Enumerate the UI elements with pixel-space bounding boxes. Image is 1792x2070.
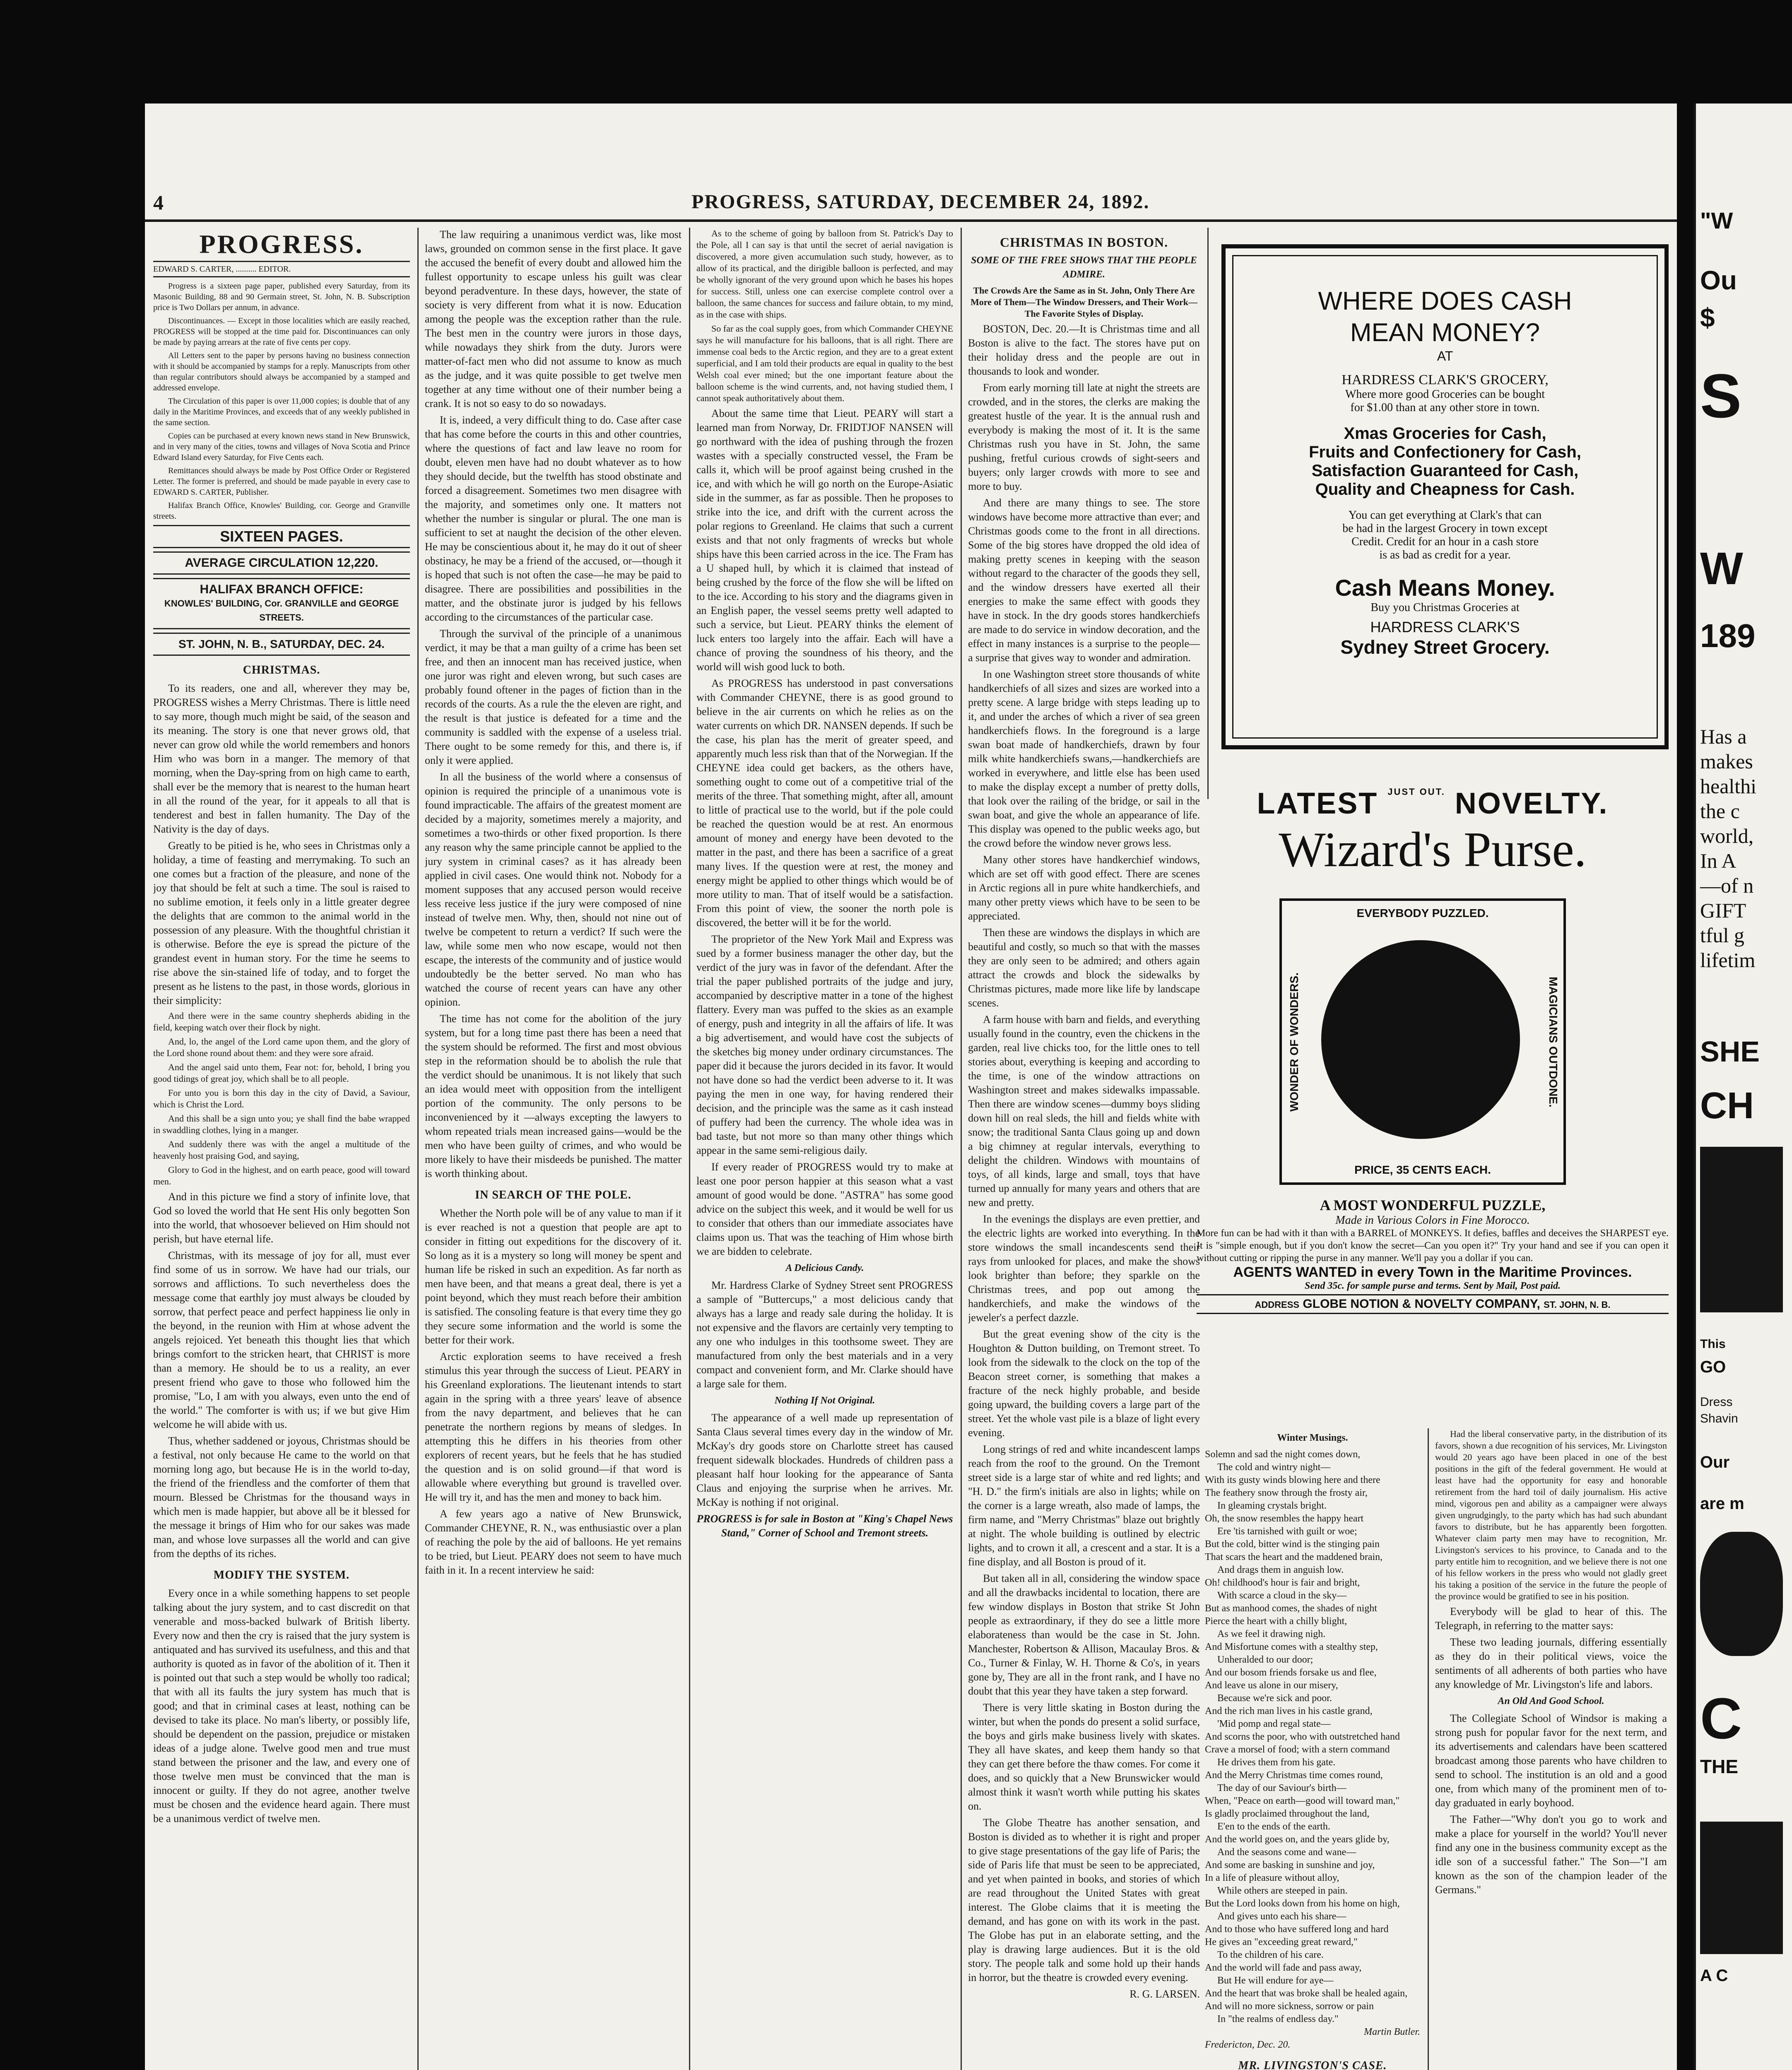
original-title: Nothing If Not Original. xyxy=(774,1395,875,1406)
facing-page-fragment xyxy=(1693,104,1792,2070)
boston-paragraph: In one Washington street store thousands of white handkerchiefs of all sizes and sizes are worked into a pretty scene. A large bridge with steps leading up to it, and under the arches of which a river of sea green handkerchiefs flows. In the foreground is a large swan boat made of handkerchiefs, drawn by four milk white handkerchiefs swans,—handkerchiefs are worked in everywhere, and little else has been used to make the display except a number of pretty dolls, that look over the railing of the bridge, or sail in the swan boat, and give the whole an appearance of life. This display was opened to the public weeks ago, but the crowd before the window never grows less. xyxy=(968,668,1200,849)
ad-heading: WHERE DOES CASH xyxy=(1318,287,1572,315)
poem-line: With its gusty winds blowing here and there xyxy=(1205,1475,1380,1485)
christmas-paragraph: Thus, whether saddened or joyous, Christmas should be a festival, not only because He came to the world on that morning long ago, but because He is in the world to-day, the friend of the friendless and the comforter of them that mourn. Blessed be Christmas for the thousand ways in which men is made happier, but above all be it blessed for the message it brings of Him who for our sakes was made man, and whose love surpasses all the world and can give from the depths of its riches. xyxy=(153,1435,410,1560)
notice: Copies can be purchased at every known news stand in New Brunswick, and in very many of the cities, towns and villages of Nova Scotia and Prince Edward Island every Saturday, for Five Cents each. xyxy=(153,431,410,462)
livingston-paragraph: Everybody will be glad to hear of this. The Telegraph, in referring to the matter says: xyxy=(1435,1605,1667,1632)
ad-slogan: Sydney Street Grocery. xyxy=(1340,636,1550,658)
poem-line: And the Merry Christmas time comes round, xyxy=(1205,1770,1383,1781)
fragment-text: 189 xyxy=(1700,617,1756,654)
modify-paragraph: The law requiring a unanimous verdict was, like most laws, grounded on common sense in the first place. It gave the accused the benefit of every doubt and allowed him the fullest opportunity to escape unless his guilt was clear beyond peradventure. In these days, however, the state of society is very different from what it is now. Education among the people was the exception rather than the rule. The best men in the country were jurors in those days, while nowadays they shirk from the duty. Jurors were matter-of-fact men who did not assume to know as much as the judge, and it was quite possible to get twelve men together at any time without one of their number being a crank. It is not so easy to do so nowadays. xyxy=(425,229,682,409)
candy-title: A Delicious Candy. xyxy=(785,1263,864,1273)
poem-line: And Misfortune comes with a stealthy step, xyxy=(1205,1642,1378,1652)
poem-line: With scarce a cloud in the sky— xyxy=(1217,1590,1347,1601)
poem-line: 'Mid pomp and regal state— xyxy=(1217,1719,1331,1729)
pole-quote: As to the scheme of going by balloon from St. Patrick's Day to the Pole, all I can say is that until the secret of aerial navigation is discovered, a more given accumulation such study, however, as to allow of its practical, and the dirigible balloon is perfected, and may be wholly ignorant of the very ground upon which he bases his hopes for success. Still, unless one can exercise complete control over a balloon, the same chances for success and failure obtain, to my mind, as in the case with ships. xyxy=(696,228,953,320)
ad-sub1: A MOST WONDERFUL PUZZLE, xyxy=(1320,1197,1546,1213)
poem-line: But the Lord looks down from his home on high, xyxy=(1205,1898,1400,1909)
ad-text: is as bad as credit for a year. xyxy=(1379,549,1511,561)
christmas-paragraph: To its readers, one and all, wherever they may be, PROGRESS wishes a Merry Christmas. There is little need to say more, though much might be said, of the season and its meaning. The story is one that never grows old, that never can grow old while the world remembers and honors Him who was born in a manger. The memory of that morning, when the Day-spring from on high came to earth, shall ever be the memory that is nearest to the human heart in all the round of the year, for it appeals to all that is tenderest and best in fallen humanity. The Day of the Nativity is the day of days. xyxy=(153,682,410,835)
boston-paragraph: The Globe Theatre has another sensation, and Boston is divided as to whether it is right and proper to give stage presentations of the gay life of Paris; the side of Paris life that must be seen to be appreciated, and yet when painted in books, and stories of which are read throughout the United States with great interest. The Globe claims that it is meeting the demand, and has gone on with its work in the past. The Globe has put in an elaborate setting, and the play is drawing large audiences. But it is the old story. The people talk and some hold up their hands in horror, but the theatre is crowded every evening. xyxy=(968,1817,1200,1983)
poem-line: In "the realms of endless day." xyxy=(1217,2014,1339,2024)
bottom-edge-label: PRICE, 35 CENTS EACH. xyxy=(1354,1163,1491,1176)
scripture-verse: And there were in the same country shepherds abiding in the field, keeping watch over their flock by night. xyxy=(153,1011,410,1033)
ad-bold-line: Satisfaction Guaranteed for Cash, xyxy=(1311,462,1579,480)
column-1 xyxy=(153,228,410,2070)
ad-text: Credit. Credit for an hour in a cash store xyxy=(1351,535,1539,548)
ad-text: You can get everything at Clark's that can xyxy=(1348,509,1542,522)
boston-paragraph: But taken all in all, considering the window space and all the drawbacks incidental to location, there are few window displays in Boston that strike St John people as extraordinary, if they do see a little more elaborateness than would be the case in St. John. Manchester, Robertson & Allison, Macaulay Bros. & Co., Turner & Finlay, W. H. Thorne & Co's, in years gone by, They are all in the front rank, and I have no doubt that this year they have taken a step forward. xyxy=(968,1572,1200,1697)
ad-address-label: ADDRESS xyxy=(1255,1300,1300,1310)
fragment-text: THE xyxy=(1700,1756,1738,1777)
poem-line: And some are basking in sunshine and joy, xyxy=(1205,1860,1375,1870)
christmas-paragraph: Christmas, with its message of joy for all, must ever find some of us in sorrow. We have had our trials, our sorrows and afflictions. To such nevertheless does the message come that earthly joy must always be clouded by sorrow, that perfect peace and perfect happiness lie only in the beyond, in the reunion with Him at whose advent the angels rejoiced. Yet beneath this thought lies that which brings comfort to the stricken heart, that CHRIST is more than a memory. He should be to us a reality, an ever present friend who gave to those who followed him the promise, "Lo, I am with you always, even unto the end of the world." The comforter is with us; if we but give Him welcome he will abide with us. xyxy=(153,1249,410,1430)
poem-line: And drags them in anguish low. xyxy=(1217,1565,1344,1575)
school-paragraph: The Collegiate School of Windsor is making a strong push for popular favor for the next term, and its advertisements and calendars have been scattered broadcast among those parents who have children to send to school. The institution is an old and a good one, from which many of the prominent men of to-day graduated in early boyhood. xyxy=(1435,1712,1667,1809)
ad-details xyxy=(1197,1196,1669,1314)
boston-paragraph: Many other stores have handkerchief windows, which are set off with good effect. There are scenes in Arctic regions all in pure white handkerchiefs, and many other pretty views which have to be seen to be appreciated. xyxy=(968,854,1200,922)
boston-paragraph: And there are many things to see. The store windows have become more attractive than ever; and Christmas goods come to the front in all directions. Some of the big stores have dropped the old idea of making pretty scenes in keeping with the season without regard to the character of the goods they sell, and the window dressers have exerted all their energies to make the same effect with goods they have in stock. In the dry goods stores handkerchiefs are made to do service in window decoration, and the effect in many instances is a surprise to the people—a surprise that gives way to wonder and admiration. xyxy=(968,497,1200,664)
fragment-text: W xyxy=(1700,543,1743,594)
poem-line: The cold and wintry night— xyxy=(1217,1462,1331,1473)
right-edge-label: MAGICIANS OUTDONE. xyxy=(1547,977,1560,1107)
fragment-block xyxy=(1700,1147,1783,1312)
purse-illustration xyxy=(1279,898,1566,1185)
poem-line: Is gladly proclaimed throughout the land, xyxy=(1205,1808,1370,1819)
ad-send: Send 35c. for sample purse and terms. Sent by Mail, Post paid. xyxy=(1304,1281,1561,1291)
boston-paragraph: A farm house with barn and fields, and everything usually found in the country, even the chickens in the garden, real live chicks too, for the little ones to tell stories about, everything is keeping and according to the time, is one of the window attractions on Washington street and makes sidewalks impassable. Then there are window scenes—dummy boys sliding down hill on real sleds, the hill and fields white with snow; the traditional Santa Claus going up and down a big chimney at regular intervals, everything to delight the children. Windows with mountains of toys, of all kinds, large and small, toys that have turned up annually for many years and others that are new and pretty. xyxy=(968,1013,1200,1208)
fragment-text: Dress xyxy=(1700,1395,1733,1409)
poem-line: In a life of pleasure without alloy, xyxy=(1205,1873,1339,1883)
column-rule xyxy=(689,228,690,2070)
fragment-block xyxy=(1700,1822,1783,1954)
poem-line: Oh, the snow resembles the happy heart xyxy=(1205,1513,1364,1524)
fragment-text: Our xyxy=(1700,1453,1730,1471)
column-rule xyxy=(417,228,419,2070)
fragment-text: This xyxy=(1700,1337,1726,1351)
fragment-text: CH xyxy=(1700,1085,1754,1126)
ad-text: be had in the largest Grocery in town except xyxy=(1342,522,1548,535)
fragment-text: In A xyxy=(1700,849,1737,872)
boston-title: CHRISTMAS IN BOSTON. xyxy=(1000,235,1168,250)
branch-office-address: KNOWLES' BUILDING, Cor. GRANVILLE and GEORGE STREETS. xyxy=(164,598,399,623)
ad-headline xyxy=(1197,787,1669,821)
pole-paragraph: A few years ago a native of New Brunswick, Commander CHEYNE, R. N., was enthusiastic over a plan of reaching the pole by the aid of balloons. He yet remains to be tried, but Lieut. PEARY does not seem to have much faith in it. In a recent interview he said: xyxy=(425,1508,682,1576)
poem-line: And the heart that was broke shall be healed again, xyxy=(1205,1988,1408,1999)
pole-paragraph: As PROGRESS has understood in past conversations with Commander CHEYNE, there is as good ground to believe in the air currents on which he relies as on the water currents on which DR. NANSEN depends. If such be the case, his plan has the merit of greater speed, and apparently much less risk than that of the Norwegian. If the CHEYNE idea could get backers, as the others have, something ought to come out of a competitive trial of the merits of the three. That something might, after all, amount to little of practical use to the world, but if the pole could be reached the question would be at rest. An enormous amount of money and energy have been devoted to the matter in the past, and there has been a sacrifice of a great many lives. If the question were at rest, the money and energy might be applied to other things which would be of more utility to man. That of itself would be a satisfaction. From this point of view, the sooner the north pole is discovered, the better will it be for the world. xyxy=(696,677,953,929)
fragment-text: are m xyxy=(1700,1495,1744,1513)
poem-line: When, "Peace on earth—good will toward man," xyxy=(1205,1796,1400,1806)
ad-company: GLOBE NOTION & NOVELTY COMPANY, xyxy=(1303,1297,1540,1311)
left-edge-label: WONDER OF WONDERS. xyxy=(1288,972,1301,1112)
livingston-paragraph: These two leading journals, differing essentially as they do in their political views, voice the sentiments of all adherents of both parties who have any knowledge of Mr. Livingston's life and labors. xyxy=(1435,1636,1667,1690)
circulation-box: AVERAGE CIRCULATION 12,220. xyxy=(153,551,410,575)
boston-paragraph: Long strings of red and white incandescent lamps reach from the roof to the ground. On the Tremont street side is a large star of white and red lights; and "H. D." the firm's initials are also in lights; while on the corner is a large wreath, also made of lamps, the firm name, and "Merry Christmas" blaze out brightly at night. The whole building is outlined by electric lights, and to crown it all, a crescent and a star. It is a fine display, and all Boston is proud of it. xyxy=(968,1443,1200,1568)
poem-place: Fredericton, Dec. 20. xyxy=(1205,2039,1291,2050)
poem-line: Crave a morsel of food; with a stern command xyxy=(1205,1744,1390,1755)
pole-paragraph: Arctic exploration seems to have received a fresh stimulus this year through the success of Lieut. PEARY in his Greenland explorations. The lieutenant intends to start again in the spring with a three years' leave of absence from the navy department, and believes that he can penetrate the northern regions by means of sledges. In attempting this he differs in his theories from other explorers of recent years, but he feels that he has studied the question and is on solid ground—if that word is allowable where everything but ground is travelled over. He will try it, and has the men and money to back him. xyxy=(425,1350,682,1503)
modify-paragraph: In all the business of the world where a consensus of opinion is required the principle of a unanimous vote is found impracticable. The affairs of the greatest moment are decided by a majority, sometimes merely a majority, and sometimes a two-thirds or other fixed proportion. Is there any reason why the same principle cannot be applied to the jury system in criminal cases? as it has already been applied in civil cases. One would think not. Nobody for a moment supposes that any accused person would receive less receive less justice if the jury were composed of nine instead of twelve men. Why, then, should not nine out of twelve be competent to return a verdict? If such were the law, while some men who now escape, would not then escape, the interests of the community and of justice would undoubtedly be the better served. No man who has watched the course of recent years can have any other opinion. xyxy=(425,771,682,1008)
page-header-title: PROGRESS, SATURDAY, DECEMBER 24, 1892. xyxy=(691,191,1150,213)
ad-novelty: NOVELTY. xyxy=(1455,787,1609,820)
fragment-text: C xyxy=(1700,1686,1742,1751)
notice: Discontinuances. — Except in those localities which are easily reached, PROGRESS will be stopped at the time paid for. Discontinuances can only be made by paying arrears at the rate of five cents per copy. xyxy=(153,316,410,347)
scripture-verse: And this shall be a sign unto you; ye shall find the babe wrapped in swaddling clothes, lying in a manger. xyxy=(153,1113,410,1135)
scripture-verse: And the angel said unto them, Fear not: for, behold, I bring you good tidings of great joy, which shall be to all people. xyxy=(153,1062,410,1084)
original-paragraph: The appearance of a well made up representation of Santa Claus several times every day in the window of Mr. McKay's dry goods store on Charlotte street has caused frequent sidewalk blockades. Hundreds of children pass a pleasant half hour looking for the appearance of Santa Claus and enjoying the surprise when he arrives. Mr. McKay is nothing if not original. xyxy=(696,1412,953,1508)
livingston-quote: Had the liberal conservative party, in the distribution of its favors, shown a due recognition of his services, Mr. Livingston would 20 years ago have been placed in one of the best positions in the gift of the federal government. He would at least have had the opportunity for easy and honorable retirement from the hard toil of daily journalism. His active mind, vigorous pen and ability as a campaigner were always given ungrudgingly, to the party which has had such abundant favors to distribute, but he has apparently been forgotten. Whatever claim party men may have to recognition, Mr. Livingston's services to his province, to Canada and to the party entitle him to recognition, and we believe there is not one of his fellow workers in the press who would not gladly greet his taking a position of the service in the future the people of the province would be gratified to see in his position. xyxy=(1435,1429,1667,1601)
scripture-verse: For unto you is born this day in the city of David, a Saviour, which is Christ the Lord. xyxy=(153,1088,410,1110)
christmas-title: CHRISTMAS. xyxy=(243,664,320,676)
ad-address-line xyxy=(1197,1294,1669,1314)
fragment-text: GO xyxy=(1700,1358,1726,1376)
poem-line: Unheralded to our door; xyxy=(1217,1654,1313,1665)
ad-text: for $1.00 than at any other store in town. xyxy=(1350,401,1540,414)
fragment-block xyxy=(1700,1532,1783,1656)
ad-description: More fun can be had with it than with a BARREL of MONKEYS. It defies, baffles and deceives the SHARPEST eye. It is "simple enough, but if you don't know the secret—Can you open it?" Try your hand and see if you can open it without cutting or ripping the purse in any manner. We'll pay you a dollar if you can. xyxy=(1197,1228,1669,1264)
poem xyxy=(1205,1448,1420,2051)
notice: Progress is a sixteen page paper, published every Saturday, from its Masonic Building, 88 and 90 Germain street, St. John, N. B. Subscription price is Two Dollars per annum, in advance. xyxy=(153,282,410,312)
modify-title: MODIFY THE SYSTEM. xyxy=(213,1569,350,1581)
scripture-verse: Glory to God in the highest, and on earth peace, good will toward men. xyxy=(153,1165,410,1187)
poem-line: And to those who have suffered long and hard xyxy=(1205,1924,1389,1935)
ad-text: Buy you Christmas Groceries at xyxy=(1370,601,1520,614)
poem-line: But as manhood comes, the shades of night xyxy=(1205,1603,1377,1614)
poem-line: And the world goes on, and the years glide by, xyxy=(1205,1834,1390,1845)
poem-line: But He will endure for aye— xyxy=(1217,1975,1334,1986)
sale-note: PROGRESS is for sale in Boston at "King's Chapel News Stand," Corner of School and Tremont streets. xyxy=(696,1513,953,1539)
fragment-text: SHE xyxy=(1700,1035,1760,1068)
poem-line: In gleaming crystals bright. xyxy=(1217,1500,1327,1511)
fragment-text: —of n xyxy=(1700,874,1754,897)
notice: Remittances should always be made by Post Office Order or Registered Letter. The former is preferred, and should be made payable in every case to EDWARD S. CARTER, Publisher. xyxy=(153,466,410,497)
column-3 xyxy=(696,228,953,2070)
livingston-title: MR. LIVINGSTON'S CASE. xyxy=(1238,2059,1387,2070)
poem-line: Ere 'tis tarnished with guilt or woe; xyxy=(1217,1526,1357,1537)
poem-line: And our bosom friends forsake us and flee, xyxy=(1205,1667,1377,1678)
fragment-text: Shavin xyxy=(1700,1412,1738,1425)
poem-line: The feathery snow through the frosty air, xyxy=(1205,1488,1368,1498)
notice: Halifax Branch Office, Knowles' Building, cor. George and Granville streets. xyxy=(153,501,410,521)
poem-line: Oh! childhood's hour is fair and bright, xyxy=(1205,1577,1360,1588)
ad-product-name: Wizard's Purse. xyxy=(1279,822,1587,877)
fragment-text: GIFT xyxy=(1700,899,1746,922)
fragment-text: S xyxy=(1700,361,1742,431)
modify-paragraph: Every once in a while something happens to set people talking about the jury system, and to cast discredit on that venerable and moss-backed bulwark of British liberty. Every now and then the cry is raised that the jury system is antiquated and has survived its usefulness, and this and that authority is quoted as in favor of the abolition of it. Then it is pointed out that such a step would be wholly too radical; that with all its faults the jury system has much that is good; and that in criminal cases at least, nothing can be devised to take its place. No man's liberty, or possibly life, should be dependent on the passion, prejudice or mistaken ideas of a judge alone. Twelve good men and true must stand between the prisoner and the law, and every one of those twelve men must be convinced that the man is innocent or guilty. If they do not agree, another twelve must be chosen and the evidence heard again. There must be a unanimous verdict of twelve men. xyxy=(153,1587,410,1824)
poem-author: Martin Butler. xyxy=(1364,2027,1420,2037)
boston-paragraph: From early morning till late at night the streets are crowded, and in the stores, the clerks are making the greatest hustle of the year. It is the annual rush and everybody is making the most of it. It is the same Christmas rush you have in St. John, the same pushing, fretful curious crowds of sight-seers and buyers; only larger crowds with more to see and more to buy. xyxy=(968,382,1200,492)
ad-city: ST. JOHN, N. B. xyxy=(1544,1300,1611,1310)
fragment-text: Has a xyxy=(1700,725,1747,748)
boston-paragraph: There is very little skating in Boston during the winter, but when the ponds do present a solid surface, the boys and girls make business lively with skates. They all have skates, and keep them handy so that they can get there before the thaw comes. For come it does, and so quickly that a New Brunswicker would almost think it wasn't worth while putting his skates on. xyxy=(968,1702,1200,1812)
poem-line: And leave us alone in our misery, xyxy=(1205,1680,1338,1691)
boston-signature: R. G. LARSEN. xyxy=(1130,1988,1200,2000)
poem-line: E'en to the ends of the earth. xyxy=(1217,1821,1330,1832)
ad-latest: LATEST xyxy=(1257,787,1378,820)
column-rule xyxy=(1207,228,1209,799)
ad-at: AT xyxy=(1437,349,1453,363)
pole-paragraph: Whether the North pole will be of any value to man if it is ever reached is not a question that people are apt to consider in fitting out expeditions for the discovery of it. So long as it is a mystery so long will money be spent and human life be risked in such an expedition. As far north as men have been, and that means a great deal, there is yet a point beyond, which they must reach before their ambition is satisfied. The consoling feature is that every time they go they secure some information and the world is some the better for their work. xyxy=(425,1207,682,1346)
fragment-text: world, xyxy=(1700,824,1754,847)
poem-line: And the seasons come and wane— xyxy=(1217,1847,1356,1858)
masthead-title: PROGRESS. xyxy=(199,229,364,259)
ad-agents: AGENTS WANTED in every Town in the Maritime Provinces. xyxy=(1233,1264,1632,1280)
ad-bold-line: Quality and Cheapness for Cash. xyxy=(1315,480,1575,498)
poem-line: While others are steeped in pain. xyxy=(1217,1885,1348,1896)
ad-bold-line: Fruits and Confectionery for Cash, xyxy=(1309,443,1581,461)
fragment-text: Ou xyxy=(1700,265,1737,295)
poem-line: But the cold, bitter wind is the stinging pain xyxy=(1205,1539,1380,1550)
wizards-purse-ad xyxy=(1197,787,1669,1391)
candy-paragraph: Mr. Hardress Clarke of Sydney Street sent PROGRESS a sample of "Buttercups," a most delicious candy that always has a large and ready sale during the holiday. It is not expensive and the flavors are certainly very tempting to any one who indulges in this toothsome sweet. They are manufactured from only the best materials and in a very compact and convenient form, and Mr. Clarke should have a large sale for them. xyxy=(696,1279,953,1390)
poem-line: To the children of his care. xyxy=(1217,1950,1324,1960)
christmas-paragraph: Greatly to be pitied is he, who sees in Christmas only a holiday, a time of feasting and merrymaking. To such an one comes but a fraction of the pleasure, and none of the joy that should be felt at such a time. The soul is raised to no sublime emotion, it feels only in a little greater degree the delights that are common to the animal world in the possession of any pleasure. With the thoughtful christian it is otherwise. Before the eye is spread the picture of the grandest event in human story. For the time he seems to rise above the sin-stained life of today, and to forget the present as he listens to the past, in those words, glorious in their simplicity: xyxy=(153,840,410,1006)
fragment-text: lifetim xyxy=(1700,948,1756,972)
ad-just-out: JUST OUT. xyxy=(1387,787,1445,797)
scripture-verse: And suddenly there was with the angel a multitude of the heavenly host praising God, and saying, xyxy=(153,1139,410,1161)
poem-line: And gives unto each his share— xyxy=(1217,1911,1346,1922)
column-6 xyxy=(1435,1428,1667,2070)
dateline: ST. JOHN, N. B., SATURDAY, DEC. 24. xyxy=(153,633,410,656)
fragment-text: healthi xyxy=(1700,775,1757,798)
poem-line: And scorns the poor, who with outstretched hand xyxy=(1205,1731,1400,1742)
pole-quote: So far as the coal supply goes, from which Commander CHEYNE says he will manufacture for his balloons, that is all right. There are immense coal beds to the Arctic region, and they are to a great extent superficial, and I am told their products are equal in quality to the best Welsh coal ever mined; but the one important feature about the balloon scheme is the wind currents, and, not having studied them, I cannot speak authoritatively about them. xyxy=(696,323,953,403)
boston-paragraph: But the great evening show of the city is the Houghton & Dutton building, on Tremont street. To look from the sidewalk to the clock on the top of the Beacon street corner, is something that makes a fracture of the neck highly probable, and beside going upward, the building covers a large part of the street. Yet the whole vast pile is a blaze of light every evening. xyxy=(968,1328,1200,1439)
pole-title: IN SEARCH OF THE POLE. xyxy=(475,1189,631,1201)
page-number: 4 xyxy=(153,191,164,214)
poem-line: Because we're sick and poor. xyxy=(1217,1693,1332,1704)
notice: The Circulation of this paper is over 11,000 copies; is double that of any daily in the Maritime Provinces, and exceeds that of any weekly published in the same section. xyxy=(153,397,410,427)
poem-line: That scars the heart and the maddened brain, xyxy=(1205,1552,1383,1562)
ad-store: HARDRESS CLARK'S GROCERY, xyxy=(1342,372,1549,388)
ad-text: Where more good Groceries can be bought xyxy=(1345,388,1545,401)
school-title: An Old And Good School. xyxy=(1498,1696,1604,1707)
notice: All Letters sent to the paper by persons having no business connection with it should be accompanied by stamps for a reply. Manuscripts from other than regular contributors should always be accompanied by a stamped and addressed envelope. xyxy=(153,351,410,392)
column-rule xyxy=(1428,1428,1429,2070)
boston-paragraph: Then these are windows the displays in which are beautiful and costly, so much so that with the masses they are only seen to be admired; and others again attract the crowds and block the sidewalks by Christmas pictures, made more like life by landscape scenes. xyxy=(968,927,1200,1009)
boston-deck: The Crowds Are the Same as in St. John, Only There Are More of Them—The Window Dressers, and Their Work—The Favorite Styles of Display. xyxy=(970,285,1198,319)
fragment-text: makes xyxy=(1700,750,1753,773)
poem-line: And will no more sickness, sorrow or pain xyxy=(1205,2001,1374,2012)
branch-office-box xyxy=(153,578,410,629)
pole-paragraph: About the same time that Lieut. PEARY will start a learned man from Norway, Dr. FRIDTJOF NANSEN will go northward with the idea of pushing through the frozen wastes with a specially constructed vessel, the Fram be calls it, which will be proof against being crushed in the ice, and with which he will go north on the Europe-Asiatic side in the summer, as far as possible. Then he proposes to strike into the ice, and drift with the current across the polar regions to Greenland. He claims that such a current exists and that not only fragments of wrecks but whole ships have this been carried across in the ice. The Fram has a U shaped hull, by which it is claimed that instead of being crushed by the force of the flow she will be lifted on to the ice. According to his story and the diagrams given in an English paper, the vessel seems pretty well adapted to such a service, but Lieut. PEARY thinks the element of luck enters too largely into the affair. Each will have a chance of proving the soundness of his theory, and the world will wish good luck to both. xyxy=(696,407,953,673)
newspaper-page xyxy=(145,104,1677,2070)
editor-line: EDWARD S. CARTER, .......... EDITOR. xyxy=(153,261,410,277)
boston-paragraph: In the evenings the displays are even prettier, and the electric lights are worked into everything. In the store windows the small incandescents send their rays from unlooked for places, and make the shows look brighter than before; they sparkle on the Christmas trees, and pop out among the handkerchiefs, and make the windows of the jeweler's a perfect dazzle. xyxy=(968,1213,1200,1324)
pages-box: SIXTEEN PAGES. xyxy=(153,525,410,548)
ad-content xyxy=(1250,286,1640,658)
ad-sub2: Made in Various Colors in Fine Morocco. xyxy=(1335,1214,1530,1227)
hardress-clark-ad xyxy=(1221,244,1669,749)
ad-bold-line: Xmas Groceries for Cash, xyxy=(1344,424,1546,443)
modify-paragraph: Through the survival of the principle of a unanimous verdict, it may be that a man guilty of a crime has been set free, and then an innocent man has received justice, when one juror was right and eleven wrong, but such cases are probably found oftener in the pages of fiction than in the records of the courts. As a rule the the eleven are right, and the result is that justice is defeated for a time and the community is saddled with the expense of a useless trial. There ought to be some remedy for this, and there is, if only it were applied. xyxy=(425,628,682,766)
ad-slogan: Cash Means Money. xyxy=(1335,575,1555,601)
page-header xyxy=(145,190,1677,222)
column-2 xyxy=(425,228,682,2070)
editorial-paragraph: If every reader of PROGRESS would try to make at least one poor person happier at this season what a vast amount of good would be done. "ASTRA" has some good advice on the subject this week, and it would be well for us to consider that others than our immediate associates have claims upon us. That was the teaching of Him whose birth we are bidden to celebrate. xyxy=(696,1161,953,1257)
poem-line: And the world will fade and pass away, xyxy=(1205,1962,1362,1973)
poem-line: Pierce the heart with a chilly blight, xyxy=(1205,1616,1347,1627)
column-4 xyxy=(968,228,1200,2070)
modify-paragraph: It is, indeed, a very difficult thing to do. Case after case that has come before the courts in this and other countries, where the questions of fact and law leave no room for doubt, eleven men have had no doubt whatever as to how they should decide, but the twelfth has stood obstinate and forced a disagreement. Sometimes two men disagree with the majority, and sometimes only one. It matters not whether the number is singular or plural. The one man is sufficient to set at naught the decision of the other eleven. He may be conscientious about it, he may do it out of sheer obstinacy, he may be a friend of the accused, or—though it is hoped that such is not often the case—he may be paid to disagree. There are possibilities and possibilities in the matter, and the obstinate juror is judged by his fellows according to the circumstances of the particular case. xyxy=(425,414,682,623)
column-rule xyxy=(961,228,962,2070)
poem-line: He gives an "exceeding great reward," xyxy=(1205,1937,1358,1947)
branch-office-heading: HALIFAX BRANCH OFFICE: xyxy=(200,582,364,596)
poem-line: He drives them from his gate. xyxy=(1217,1757,1336,1768)
musings-title: Winter Musings. xyxy=(1277,1432,1348,1443)
purse-icon xyxy=(1321,940,1520,1139)
top-edge-label: EVERYBODY PUZZLED. xyxy=(1356,907,1489,919)
fragment-text: "W xyxy=(1700,207,1733,233)
fragment-text: A C xyxy=(1700,1966,1728,1985)
boston-subtitle: SOME OF THE FREE SHOWS THAT THE PEOPLE ADMIRE. xyxy=(971,255,1197,280)
scripture-verse: And, lo, the angel of the Lord came upon them, and the glory of the Lord shone round about them: and they were sore afraid. xyxy=(153,1036,410,1058)
editorial-paragraph: The proprietor of the New York Mail and Express was sued by a former business manager the other day, but the verdict of the jury was in favor of the defendant. After the trial the paper published portraits of the judge and jury, accompanied by descriptive matter in a tone of the highest flattery. Every man was puffed to the skies as an example of energy, push and integrity in all the affairs of life. It was a big advertisement, and would have cost the subjects of the sketches big money under ordinary circumstances. The paper did it because the jurors decided in its favor. It would not have done so had the verdict been adverse to it. It was paying the men in one way, for having rendered their decision, and the principle was the same as it cash instead of puffery had been the currency. The whole idea was in bad taste, but not more so than many other things which appear in the same semi-religious daily. xyxy=(696,933,953,1156)
column-5 xyxy=(1205,1428,1420,2070)
fragment-text: tful g xyxy=(1700,924,1744,947)
ad-heading: MEAN MONEY? xyxy=(1350,318,1540,347)
school-paragraph: The Father—"Why don't you go to work and make a place for yourself in the world? You'll never find any one in the business community except as the idle son of a successful father." The Son—"I am known as the son of the champion leader of the Germans." xyxy=(1435,1813,1667,1896)
boston-paragraph: BOSTON, Dec. 20.—It is Christmas time and all Boston is alive to the fact. The stores have put on their holiday dress and the people are out in thousands to look and wonder. xyxy=(968,323,1200,377)
ad-store: HARDRESS CLARK'S xyxy=(1370,619,1520,635)
poem-line: And the rich man lives in his castle grand, xyxy=(1205,1706,1373,1716)
christmas-paragraph: And in this picture we find a story of infinite love, that God so loved the world that He sent His only begotten Son into the world, that whosoever believed on Him should not perish, but have eternal life. xyxy=(153,1191,410,1245)
poem-line: The day of our Saviour's birth— xyxy=(1217,1783,1346,1793)
modify-paragraph: The time has not come for the abolition of the jury system, but for a long time past there has been a need that the system should be reformed. The first and most obvious step in the reformation should be to abolish the rule that the verdict should be unanimous. It is not likely that such an idea would meet with opposition from the intelligent portion of the community. The only persons to be inconvenienced by it —always excepting the lawyers to whom repeated trials mean increased gains—would be the men who have been guilty of crimes, and who would be more likely to have their misdeeds be punished. The matter is worth thinking about. xyxy=(425,1013,682,1179)
poem-line: As we feel it drawing nigh. xyxy=(1217,1629,1326,1639)
fragment-text: the c xyxy=(1700,799,1740,823)
fragment-text: $ xyxy=(1700,303,1715,332)
poem-line: Solemn and sad the night comes down, xyxy=(1205,1449,1361,1460)
